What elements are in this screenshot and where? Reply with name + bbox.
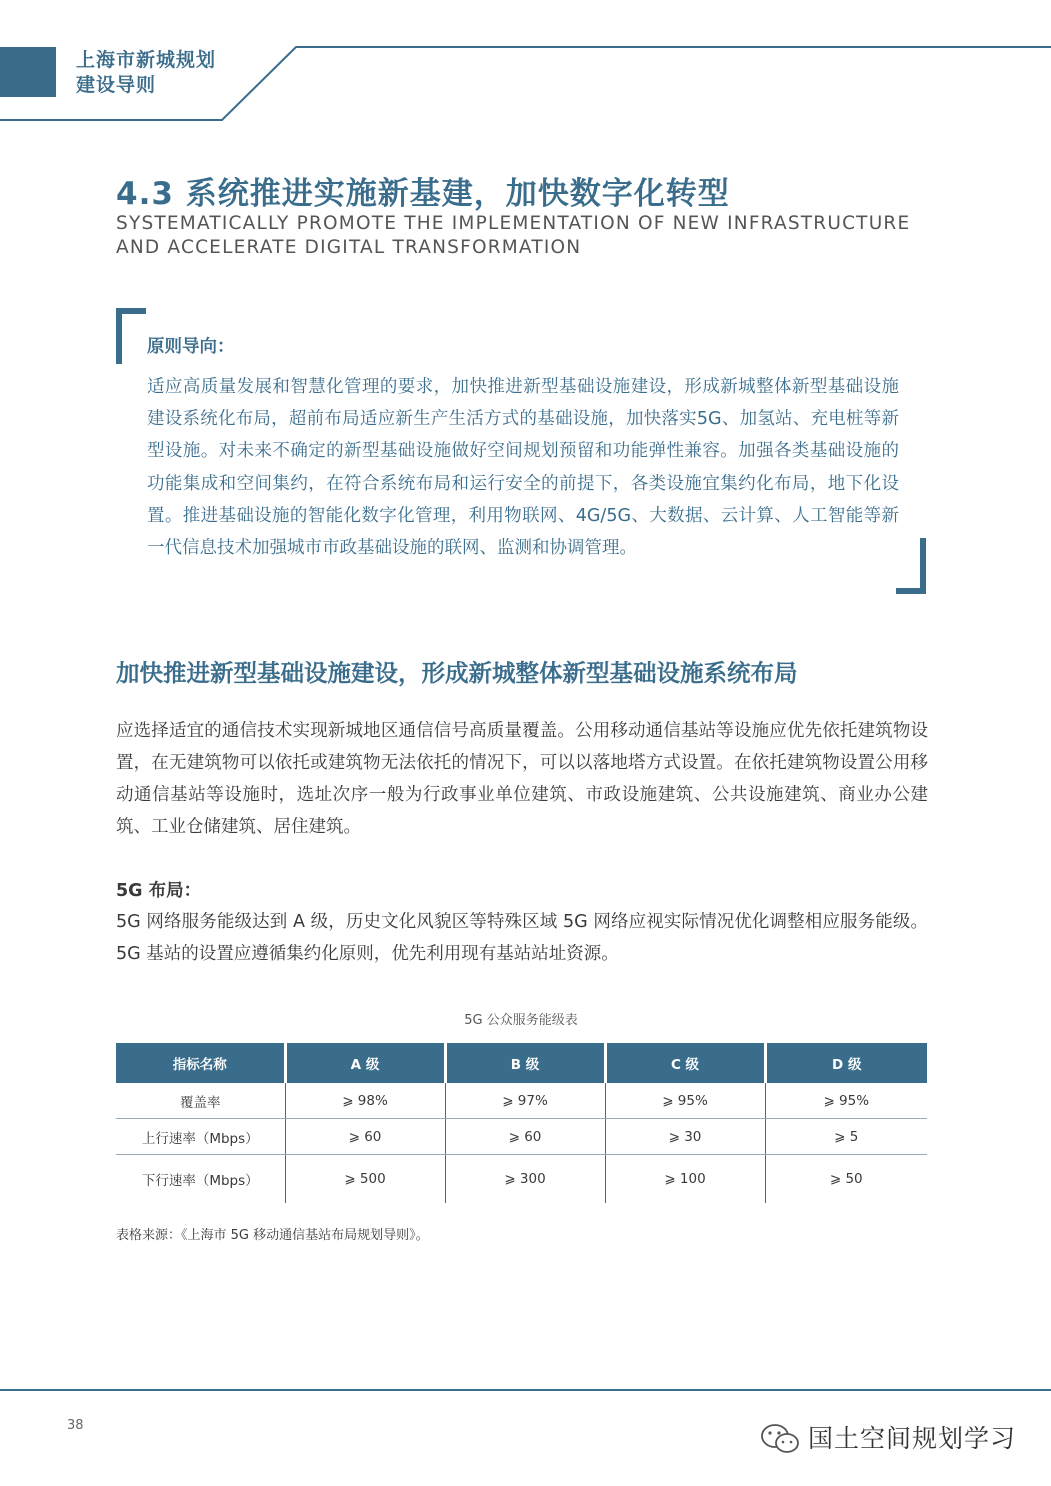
table-cell: 覆盖率 <box>116 1083 285 1119</box>
bracket-bottom-right-cap <box>896 588 926 594</box>
bracket-top-left-cap <box>116 308 146 314</box>
table-cell: ⩾ 60 <box>285 1119 445 1155</box>
footer-rule <box>0 1389 1051 1391</box>
table-header-cell: 指标名称 <box>116 1043 285 1083</box>
table-cell: 上行速率（Mbps） <box>116 1119 285 1155</box>
watermark-text: 国土空间规划学习 <box>808 1424 1017 1453</box>
table-cell: 下行速率（Mbps） <box>141 1173 259 1189</box>
table-caption: 5G 公众服务能级表 <box>464 1013 578 1028</box>
table-cell: ⩾ 50 <box>765 1155 927 1204</box>
table-cell: ⩾ 500 <box>285 1155 445 1204</box>
table-cell: ⩾ 5 <box>765 1119 927 1155</box>
table-cell: ⩾ 97% <box>445 1083 605 1119</box>
table-header-cell: D 级 <box>765 1043 927 1083</box>
table-row <box>116 1155 927 1204</box>
table-header-row <box>116 1043 927 1083</box>
header-title-line2: 建设导则 <box>76 74 157 96</box>
page-number: 38 <box>67 1418 84 1433</box>
table-row <box>116 1119 927 1155</box>
bracket-bottom-right <box>920 538 926 594</box>
table-cell: ⩾ 95% <box>765 1083 927 1119</box>
table-header-cell: A 级 <box>285 1043 445 1083</box>
table-row <box>116 1083 927 1119</box>
table-header-cell: C 级 <box>605 1043 765 1083</box>
header-title <box>76 48 216 98</box>
section-title-english: SYSTEMATICALLY PROMOTE THE IMPLEMENTATION OF NEW INFRASTRUCTURE AND ACCELERATE DIGITAL TRANSFORMATION <box>116 213 911 258</box>
table-source: 表格来源：《上海市 5G 移动通信基站布局规划导则》。 <box>116 1228 429 1243</box>
table-cell: ⩾ 100 <box>605 1155 765 1204</box>
table-cell: ⩾ 98% <box>285 1083 445 1119</box>
principle-text: 适应高质量发展和智慧化管理的要求，加快推进新型基础设施建设，形成新城整体新型基础设施建设系统化布局，超前布局适应新生产生活方式的基础设施，加快落实5G、加氢站、充电桩等新型设施。对未来不确定的新型基础设施做好空间规划预留和功能弹性兼容。加强各类基础设施的功能集成和空间集约，在符合系统布局和运行安全的前提下，各类设施宜集约化布局，地下化设置。推进基础设施的智能化数字化管理，利用物联网、4G/5G、大数据、云计算、人工智能等新一代信息技术加强城市市政基础设施的联网、监测和协调管理。 <box>147 377 899 559</box>
service-level-table <box>116 1043 927 1203</box>
table-header-cell: B 级 <box>445 1043 605 1083</box>
table-cell: ⩾ 30 <box>605 1119 765 1155</box>
section-title: 4.3 系统推进实施新基建，加快数字化转型 <box>116 176 730 212</box>
table-cell: ⩾ 300 <box>445 1155 605 1204</box>
subheading: 加快推进新型基础设施建设，形成新城整体新型基础设施系统布局 <box>116 659 798 687</box>
5g-layout-label: 5G 布局： <box>116 881 202 901</box>
header-title-line1: 上海市新城规划 <box>76 49 217 71</box>
wechat-icon <box>760 1422 802 1456</box>
table-cell: ⩾ 60 <box>445 1119 605 1155</box>
principle-label: 原则导向： <box>147 337 235 357</box>
5g-layout-text: 5G 网络服务能级达到 A 级，历史文化风貌区等特殊区域 5G 网络应视实际情况优化调整相应服务能级。5G 基站的设置应遵循集约化原则，优先利用现有基站站址资源。 <box>116 912 928 964</box>
table-cell: ⩾ 95% <box>605 1083 765 1119</box>
bracket-top-left <box>116 308 122 364</box>
paragraph-1: 应选择适宜的通信技术实现新城地区通信信号高质量覆盖。公用移动通信基站等设施应优先依托建筑物设置，在无建筑物可以依托或建筑物无法依托的情况下，可以以落地塔方式设置。在依托建筑物设置公用移动通信基站等设施时，选址次序一般为行政事业单位建筑、市政设施建筑、公共设施建筑、商业办公建筑、工业仓储建筑、居住建筑。 <box>116 721 928 837</box>
